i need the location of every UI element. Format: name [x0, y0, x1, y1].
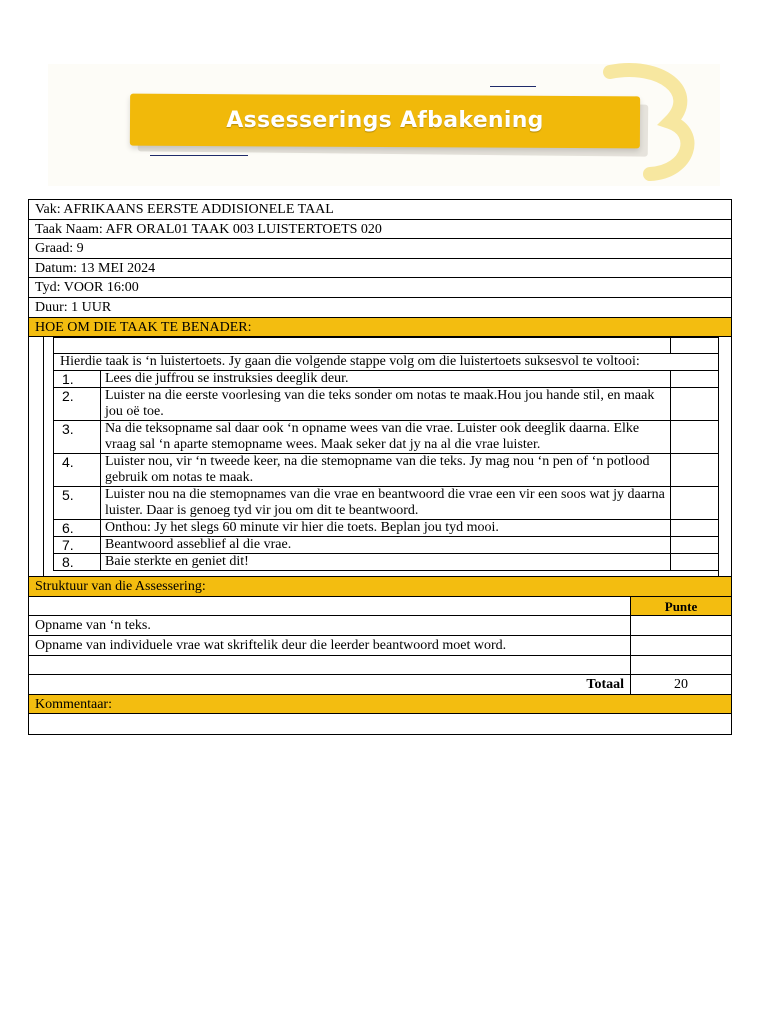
decorative-line-top [490, 86, 536, 87]
instructions-area [29, 337, 731, 577]
step-text: Baie sterkte en geniet dit! [101, 554, 671, 571]
points-cell [631, 636, 731, 655]
step-text: Na die teksopname sal daar ook ‘n opname wees van die vrae. Luister ook deeglik daarna. Elke vraag sal ‘n aparte stemopname wees. Maak seker dat jy na al die vrae luister. [101, 421, 671, 454]
structure-heading: Struktuur van die Assessering: [29, 577, 731, 597]
total-row [29, 675, 731, 695]
left-margin-column [29, 337, 44, 576]
step-text: Luister na die eerste voorlesing van die teks sonder om notas te maak.Hou jou hande stil, en maak jou oë toe. [101, 388, 671, 421]
step-text: Luister nou na die stemopnames van die vrae en beantwoord die vrae een vir een soos wat jy daarna luister. Daar is genoeg tyd vir jou om dit te beantwoord. [101, 487, 671, 520]
task-name-row: Taak Naam: AFR ORAL01 TAAK 003 LUISTERTOETS 020 [29, 220, 731, 240]
empty-row [29, 656, 731, 676]
structure-item-row [29, 636, 731, 656]
step-number: 4. [54, 454, 101, 487]
structure-item-row [29, 616, 731, 636]
banner-title: Assesserings Afbakening [226, 108, 544, 133]
step-number: 7. [54, 537, 101, 554]
points-cell [631, 616, 731, 635]
decorative-line-bottom [150, 155, 248, 156]
step-number: 8. [54, 554, 101, 571]
step-number: 1. [54, 371, 101, 388]
approach-heading: HOE OM DIE TAAK TE BENADER: [29, 318, 731, 338]
step-text: Onthou: Jy het slegs 60 minute vir hier die toets. Beplan jou tyd mooi. [101, 520, 671, 537]
total-label: Totaal [29, 675, 631, 694]
grade-row: Graad: 9 [29, 239, 731, 259]
total-value: 20 [674, 677, 688, 693]
comment-heading: Kommentaar: [29, 695, 731, 715]
structure-item: Opname van individuele vrae wat skriftelik deur die leerder beantwoord moet word. [29, 636, 631, 655]
date-row: Datum: 13 MEI 2024 [29, 259, 731, 279]
points-header-row [29, 597, 731, 617]
step-text: Lees die juffrou se instruksies deeglik deur. [101, 371, 671, 388]
step-text: Beantwoord asseblief al die vrae. [101, 537, 671, 554]
step-number: 3. [54, 421, 101, 454]
step-text: Luister nou, vir ‘n tweede keer, na die stemopname van die teks. Jy mag nou ‘n pen of ‘n potlood gebruik om notas te maak. [101, 454, 671, 487]
assessment-form [28, 199, 732, 735]
subject-row: Vak: AFRIKAANS EERSTE ADDISIONELE TAAL [29, 200, 731, 220]
instructions-intro: Hierdie taak is ‘n luistertoets. Jy gaan die volgende stappe volg om die luistertoets suksesvol te voltooi: [54, 354, 719, 371]
time-row: Tyd: VOOR 16:00 [29, 278, 731, 298]
duration-row: Duur: 1 UUR [29, 298, 731, 318]
instructions-table [53, 337, 719, 571]
structure-item: Opname van ‘n teks. [29, 616, 631, 635]
step-number: 6. [54, 520, 101, 537]
comment-field[interactable] [29, 714, 731, 734]
points-header: Punte [631, 597, 731, 616]
right-margin-column [718, 337, 731, 576]
step-number: 2. [54, 388, 101, 421]
step-number: 5. [54, 487, 101, 520]
